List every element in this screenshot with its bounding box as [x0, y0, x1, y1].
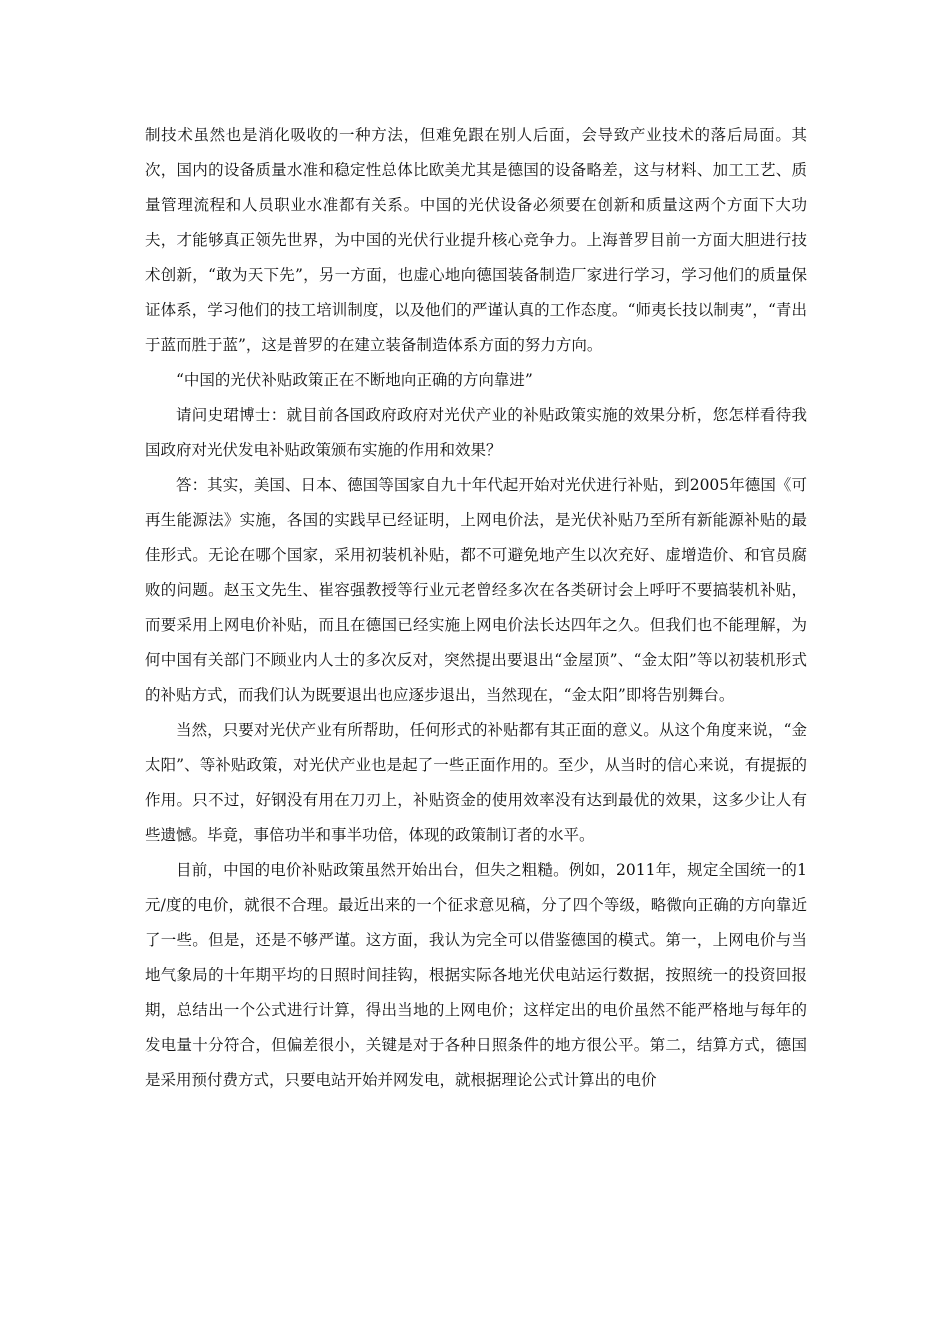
paragraph: 目前，中国的电价补贴政策虽然开始出台，但失之粗糙。例如，2011年，规定全国统一的1元/度的电价，就很不合理。最近出来的一个征求意见稿，分了四个等级，略微向正确的方向靠近了一些。但是，还是不够严谨。这方面，我认为完全可以借鉴德国的模式。第一，上网电价与当地气象局的十年期平均的日照时间挂钩，根据实际各地光伏电站运行数据，按照统一的投资回报期，总结出一个公式进行计算，得出当地的上网电价；这样定出的电价虽然不能严格地与每年的发电量十分符合，但偏差很小，关键是对于各种日照条件的地方很公平。第二，结算方式，德国是采用预付费方式，只要电站开始并网发电，就根据理论公式计算出的电价: [145, 861, 807, 1089]
section-heading: “中国的光伏补贴政策正在不断地向正确的方向靠进”: [176, 371, 533, 389]
answer-paragraph: 答：其实，美国、日本、德国等国家自九十年代起开始对光伏进行补贴，到2005年德国《可再生能源法》实施，各国的实践早已经证明，上网电价法，是光伏补贴乃至所有新能源补贴的最佳形式。无论在哪个国家，采用初装机补贴，都不可避免地产生以次充好、虚增造价、和官员腐败的问题。赵玉文先生、崔容强教授等行业元老曾经多次在各类研讨会上呼吁不要搞装机补贴，而要采用上网电价补贴，而且在德国已经实施上网电价法长达四年之久。但我们也不能理解，为何中国有关部门不顾业内人士的多次反对，突然提出要退出“金屋顶”、“金太阳”等以初装机形式的补贴方式，而我们认为既要退出也应逐步退出，当然现在，“金太阳”即将告别舞台。: [145, 476, 807, 704]
paragraph: 制技术虽然也是消化吸收的一种方法，但难免跟在别人后面，会导致产业技术的落后局面。其次，国内的设备质量水准和稳定性总体比欧美尤其是德国的设备略差，这与材料、加工工艺、质量管理流程和人员职业水准都有关系。中国的光伏设备必须要在创新和质量这两个方面下大功夫，才能够真正领先世界，为中国的光伏行业提升核心竞争力。上海普罗目前一方面大胆进行技术创新，“敢为天下先”，另一方面，也虚心地向德国装备制造厂家进行学习，学习他们的质量保证体系，学习他们的技工培训制度，以及他们的严谨认真的工作态度。“师夷长技以制夷”，“青出于蓝而胜于蓝”，这是普罗的在建立装备制造体系方面的努力方向。: [145, 126, 807, 354]
document-body: [145, 118, 807, 1098]
paragraph: 当然，只要对光伏产业有所帮助，任何形式的补贴都有其正面的意义。从这个角度来说，“金太阳”、等补贴政策，对光伏产业也是起了一些正面作用的。至少，从当时的信心来说，有提振的作用。只不过，好钢没有用在刀刃上，补贴资金的使用效率没有达到最优的效果，这多少让人有些遗憾。毕竟，事倍功半和事半功倍，体现的政策制订者的水平。: [145, 721, 807, 844]
question-paragraph: 请问史珺博士：就目前各国政府政府对光伏产业的补贴政策实施的效果分析，您怎样看待我国政府对光伏发电补贴政策颁布实施的作用和效果？: [145, 406, 807, 459]
